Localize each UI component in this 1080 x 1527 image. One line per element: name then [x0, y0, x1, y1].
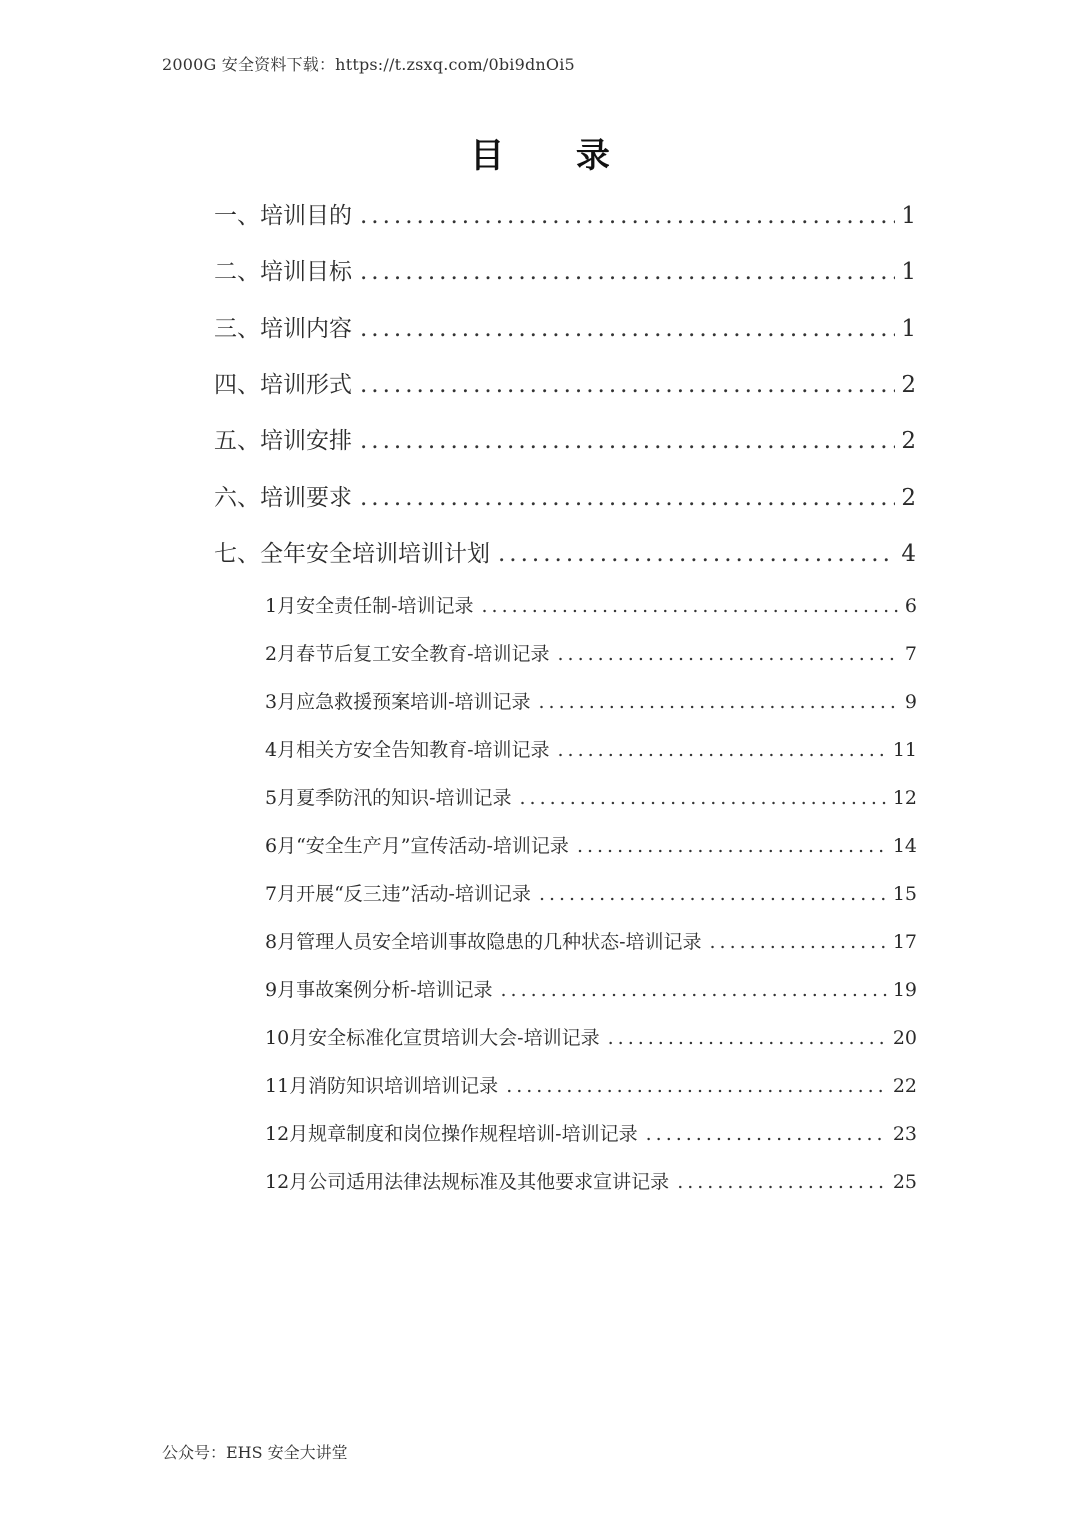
- toc-leader-dots: [360, 428, 895, 454]
- toc-subentry[interactable]: [265, 927, 917, 954]
- footer-account-note: 公众号：EHS 安全大讲堂: [162, 1443, 348, 1462]
- toc-leader-dots: [608, 1027, 887, 1049]
- toc-entry-page: 2: [901, 428, 916, 454]
- toc-entry-page: 1: [901, 259, 916, 285]
- toc-entry-label: 六、培训要求: [214, 485, 352, 511]
- toc-leader-dots: [360, 485, 895, 511]
- toc-subentry-label: 9月事故案例分析-培训记录: [265, 979, 493, 1001]
- toc-entry-page: 2: [901, 485, 916, 511]
- toc-entry[interactable]: [214, 535, 916, 568]
- toc-subentry[interactable]: [265, 735, 917, 762]
- toc-subentry[interactable]: [265, 1071, 917, 1098]
- toc-leader-dots: [677, 1171, 887, 1193]
- page-title: 目 录: [470, 136, 640, 176]
- toc-leader-dots: [558, 643, 899, 665]
- toc-entry-label: 七、全年安全培训培训计划: [214, 541, 490, 567]
- toc-entry[interactable]: [214, 422, 916, 455]
- toc-leader-dots: [539, 691, 899, 713]
- toc-subentry[interactable]: [265, 879, 917, 906]
- toc-subentry[interactable]: [265, 591, 917, 618]
- toc-subentry-label: 5月夏季防汛的知识-培训记录: [265, 787, 512, 809]
- toc-subentry-page: 6: [904, 595, 917, 617]
- toc-subentry-page: 9: [904, 691, 917, 713]
- toc-subentry-label: 4月相关方安全告知教育-培训记录: [265, 739, 550, 761]
- toc-subentry-label: 8月管理人员安全培训事故隐患的几种状态-培训记录: [265, 931, 702, 953]
- toc-subentry-page: 11: [892, 739, 917, 761]
- toc-entry[interactable]: [214, 479, 916, 512]
- toc-subentry[interactable]: [265, 1167, 917, 1194]
- toc-entry-label: 三、培训内容: [214, 316, 352, 342]
- toc-subentry-page: 15: [892, 883, 917, 905]
- toc-entry-page: 1: [901, 203, 916, 229]
- toc-entry[interactable]: [214, 197, 916, 230]
- toc-entry-label: 一、培训目的: [214, 203, 352, 229]
- toc-leader-dots: [558, 739, 887, 761]
- toc-entry-label: 五、培训安排: [214, 428, 352, 454]
- toc-subentry-page: 17: [892, 931, 917, 953]
- toc-leader-dots: [577, 835, 887, 857]
- toc-subentry[interactable]: [265, 639, 917, 666]
- toc-subentry-page: 12: [892, 787, 917, 809]
- toc-entry[interactable]: [214, 253, 916, 286]
- toc-subentry-label: 3月应急救援预案培训-培训记录: [265, 691, 531, 713]
- toc-entry-page: 1: [901, 316, 916, 342]
- toc-leader-dots: [539, 883, 887, 905]
- toc-subentry[interactable]: [265, 975, 917, 1002]
- toc-subentry-page: 23: [892, 1123, 917, 1145]
- toc-entry[interactable]: [214, 310, 916, 343]
- toc-leader-dots: [360, 259, 895, 285]
- toc-leader-dots: [360, 316, 895, 342]
- toc-subentry-label: 7月开展“反三违”活动-培训记录: [265, 883, 531, 905]
- toc-subentry[interactable]: [265, 783, 917, 810]
- toc-subentry-label: 11月消防知识培训培训记录: [265, 1075, 499, 1097]
- toc-entry-label: 四、培训形式: [214, 372, 352, 398]
- toc-leader-dots: [360, 372, 895, 398]
- toc-leader-dots: [520, 787, 887, 809]
- toc-leader-dots: [482, 595, 899, 617]
- toc-subentry-label: 1月安全责任制-培训记录: [265, 595, 474, 617]
- toc-leader-dots: [360, 203, 895, 229]
- toc-leader-dots: [506, 1075, 887, 1097]
- header-download-note: 2000G 安全资料下载：https://t.zsxq.com/0bi9dnOi5: [162, 55, 575, 74]
- toc-subentry-label: 12月公司适用法律法规标准及其他要求宣讲记录: [265, 1171, 670, 1193]
- toc-subentry-page: 14: [892, 835, 917, 857]
- toc-subentry-label: 12月规章制度和岗位操作规程培训-培训记录: [265, 1123, 638, 1145]
- toc-subentry-page: 7: [904, 643, 917, 665]
- toc-subentry-label: 10月安全标准化宣贯培训大会-培训记录: [265, 1027, 600, 1049]
- toc-entry-label: 二、培训目标: [214, 259, 352, 285]
- toc-entry-page: 4: [901, 541, 916, 567]
- toc-subentry-page: 19: [892, 979, 917, 1001]
- toc-subentry[interactable]: [265, 831, 917, 858]
- toc-leader-dots: [710, 931, 887, 953]
- toc-subentry[interactable]: [265, 687, 917, 714]
- toc-entry[interactable]: [214, 366, 916, 399]
- toc-leader-dots: [498, 541, 895, 567]
- toc-subentry-label: 6月“安全生产月”宣传活动-培训记录: [265, 835, 569, 857]
- toc-leader-dots: [646, 1123, 887, 1145]
- toc-subentry-page: 25: [892, 1171, 917, 1193]
- toc-subentry-label: 2月春节后复工安全教育-培训记录: [265, 643, 550, 665]
- toc-subentry-page: 20: [892, 1027, 917, 1049]
- toc-entry-page: 2: [901, 372, 916, 398]
- toc-subentry-page: 22: [892, 1075, 917, 1097]
- toc-subentry[interactable]: [265, 1023, 917, 1050]
- toc-subentry[interactable]: [265, 1119, 917, 1146]
- toc-leader-dots: [501, 979, 887, 1001]
